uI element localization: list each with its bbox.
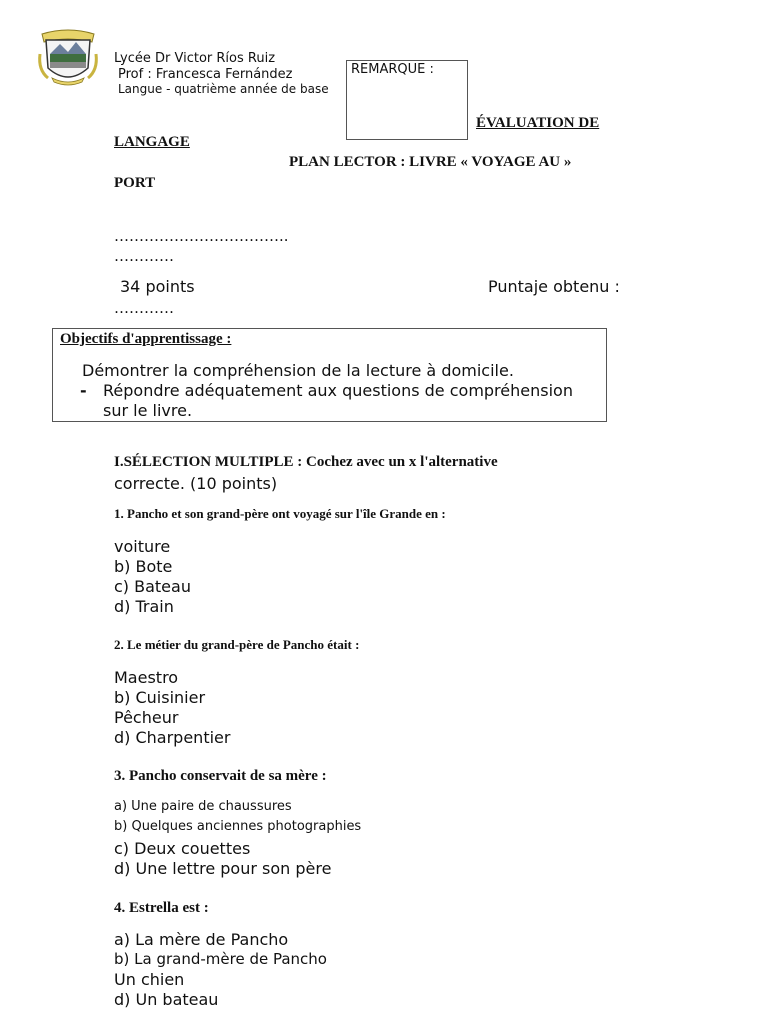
section-subtitle: correcte. (10 points) <box>114 474 278 493</box>
question-4-option-a[interactable]: a) La mère de Pancho <box>114 930 289 949</box>
title-line-2: LANGAGE <box>114 134 190 150</box>
objectives-heading: Objectifs d'apprentissage : <box>60 331 232 347</box>
score-dots: ………… <box>114 299 174 317</box>
title-line-1: ÉVALUATION DE <box>476 115 600 131</box>
remark-box <box>346 60 468 140</box>
question-2-option-b[interactable]: b) Cuisinier <box>114 688 206 707</box>
question-1-option-a[interactable]: voiture <box>114 537 171 556</box>
question-4-option-b[interactable]: b) La grand-mère de Pancho <box>114 950 327 968</box>
objective-bullet: - <box>80 381 87 400</box>
title-line-3: PLAN LECTOR : LIVRE « VOYAGE AU » <box>289 154 572 170</box>
school-name: Lycée Dr Victor Ríos Ruiz <box>114 51 276 66</box>
objective-item-2-line-2: sur le livre. <box>103 401 193 420</box>
question-4-option-d[interactable]: d) Un bateau <box>114 990 219 1009</box>
question-2-option-a[interactable]: Maestro <box>114 668 179 687</box>
question-2-option-c[interactable]: Pêcheur <box>114 708 179 727</box>
score-label: Puntaje obtenu : <box>488 277 620 296</box>
total-points: 34 points <box>120 277 195 296</box>
question-3-option-a[interactable]: a) Une paire de chaussures <box>114 799 292 814</box>
remark-label: REMARQUE : <box>351 62 434 77</box>
question-1-option-d[interactable]: d) Train <box>114 597 174 616</box>
question-2-option-d[interactable]: d) Charpentier <box>114 728 231 747</box>
name-dots-1: …………………………….. <box>114 227 289 245</box>
school-crest-logo <box>36 24 100 88</box>
question-2: 2. Le métier du grand-père de Pancho était : <box>114 637 360 652</box>
question-4-option-c[interactable]: Un chien <box>114 970 185 989</box>
section-title: I.SÉLECTION MULTIPLE : Cochez avec un x l'alternative <box>114 454 498 470</box>
question-3-option-b[interactable]: b) Quelques anciennes photographies <box>114 819 362 834</box>
question-1-option-b[interactable]: b) Bote <box>114 557 173 576</box>
objective-item-1: Démontrer la compréhension de la lecture à domicile. <box>82 361 514 380</box>
question-1: 1. Pancho et son grand-père ont voyagé sur l'île Grande en : <box>114 506 446 521</box>
question-1-option-c[interactable]: c) Bateau <box>114 577 191 596</box>
question-3-option-c[interactable]: c) Deux couettes <box>114 839 251 858</box>
teacher-name: Prof : Francesca Fernández <box>118 67 293 82</box>
name-dots-2: ………… <box>114 247 174 265</box>
question-3-option-d[interactable]: d) Une lettre pour son père <box>114 859 332 878</box>
question-3: 3. Pancho conservait de sa mère : <box>114 768 327 784</box>
objective-item-2-line-1: Répondre adéquatement aux questions de compréhension <box>103 381 573 400</box>
course-name: Langue - quatrième année de base <box>118 82 329 96</box>
question-4: 4. Estrella est : <box>114 900 209 916</box>
title-line-4: PORT <box>114 175 156 191</box>
